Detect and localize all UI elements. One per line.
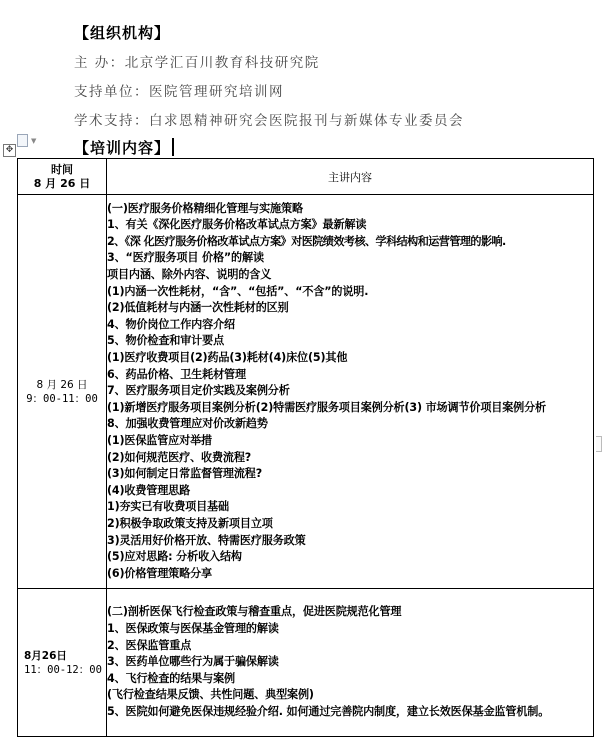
session-content-2 [107, 589, 594, 737]
table-header-row [18, 159, 594, 195]
content-line: (1)新增医疗服务项目案例分析(2)特需医疗服务项目案例分析(3) 市场调节价项目案例分析 [107, 400, 546, 414]
content-line: (1)内涵一次性耗材，“含”、“包括”、“不含”的说明. [107, 284, 369, 298]
content-line: 5、医院如何避免医保违规经验介绍. 如何通过完善院内制度，建立长效医保基金监管机制。 [107, 704, 550, 718]
content-line: 项目内涵、除外内容、说明的含义 [107, 268, 272, 282]
support-unit-line: 支持单位：医院管理研究培训网 [74, 84, 284, 100]
content-line: 1)夯实已有收费项目基础 [107, 500, 229, 514]
organizer-line: 主 办：北京学汇百川教育科技研究院 [74, 55, 320, 71]
table-row [18, 195, 594, 589]
content-line: 3、医药单位哪些行为属于骗保解读 [107, 655, 279, 669]
content-line: 2)积极争取政策支持及新项目立项 [107, 516, 273, 530]
org-section-title: 【组织机构】 [74, 24, 171, 42]
text-cursor [172, 138, 174, 156]
content-line: (4)收费管理思路 [107, 483, 191, 497]
content-line: 4、物价岗位工作内容介绍 [107, 317, 235, 331]
dropdown-caret-icon[interactable]: ▼ [31, 137, 37, 145]
table-row [18, 589, 594, 737]
session-date: 8 月 26 日 [36, 378, 88, 391]
content-line: 5、物价检查和审计要点 [107, 334, 225, 348]
content-line: (5)应对思路: 分析收入结构 [107, 550, 242, 564]
session-hours: 9：00-11：00 [26, 392, 98, 405]
content-line: (二)剖析医保飞行检查政策与稽查重点，促进医院规范化管理 [107, 605, 402, 619]
academic-support-line: 学术支持：白求恩精神研究会医院报刊与新媒体专业委员会 [74, 113, 464, 129]
session-date: 8月26日 [24, 649, 67, 662]
session-hours: 11：00-12：00 [24, 663, 102, 676]
header-time-label: 时间 [51, 162, 73, 176]
training-section-title [74, 137, 174, 158]
content-line: 7、医疗服务项目定价实践及案例分析 [107, 384, 290, 398]
content-line: (3)如何制定日常监督管理流程? [107, 467, 263, 481]
content-line: 8、加强收费管理应对价改新趋势 [107, 417, 268, 431]
content-line: (6)价格管理策略分享 [107, 566, 212, 580]
page-edge-marker [596, 436, 602, 452]
content-line: 1、有关《深化医疗服务价格改革试点方案》最新解读 [107, 218, 367, 232]
content-line: (2)如何规范医疗、收费流程? [107, 450, 252, 464]
content-line: (2)低值耗材与内涵一次性耗材的区别 [107, 301, 289, 315]
content-line: (一)医疗服务价格精细化管理与实施策略 [107, 201, 303, 215]
content-line: (1)医保监管应对举措 [107, 433, 212, 447]
training-title-text: 【培训内容】 [74, 139, 171, 157]
content-line: 1、医保政策与医保基金管理的解读 [107, 622, 279, 636]
session-time-1 [18, 195, 107, 589]
doc-icon[interactable] [17, 134, 28, 147]
content-line: 2、《深 化医疗服务价格改革试点方案》对医院绩效考核、学科结构和运营管理的影响. [107, 234, 506, 248]
content-line: (1)医疗收费项目(2)药品(3)耗材(4)床位(5)其他 [107, 351, 348, 365]
content-line: 3、“医疗服务项目 价格”的解读 [107, 251, 264, 265]
content-line: 2、医保监管重点 [107, 638, 192, 652]
content-line: 3)灵活用好价格开放、特需医疗服务政策 [107, 533, 306, 547]
header-date-label: 8 月 26 日 [33, 176, 91, 190]
table-move-handle-icon[interactable]: ✥ [3, 144, 16, 157]
header-time [18, 159, 107, 195]
content-line: 6、药品价格、卫生耗材管理 [107, 367, 246, 381]
header-content: 主讲内容 [107, 159, 594, 195]
session-content-1 [107, 195, 594, 589]
content-line: (飞行检查结果反馈、共性问题、典型案例) [107, 688, 314, 702]
session-time-2 [18, 589, 107, 737]
content-line: 4、飞行检查的结果与案例 [107, 671, 235, 685]
schedule-table [17, 158, 594, 737]
